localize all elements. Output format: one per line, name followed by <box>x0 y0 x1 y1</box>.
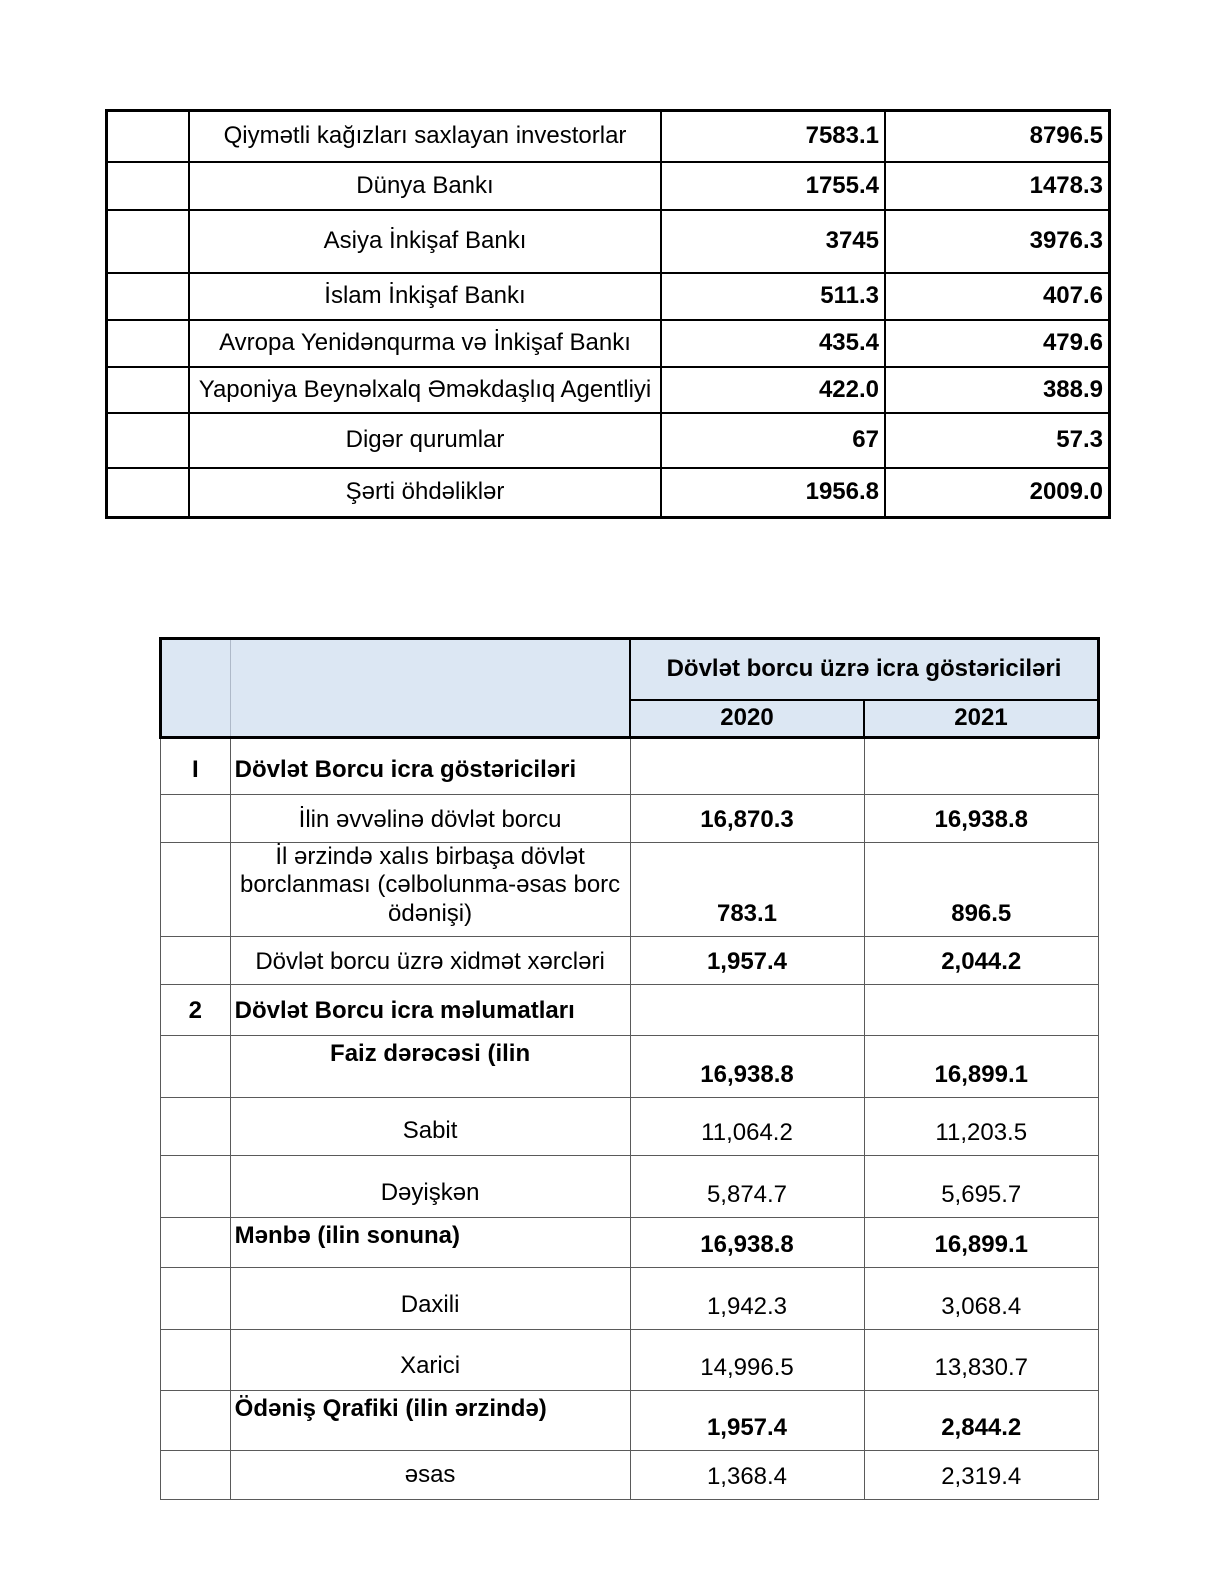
value-2020-cell: 1,957.4 <box>630 1390 864 1450</box>
indicator-name-cell: Faiz dərəcəsi (ilin <box>230 1035 630 1097</box>
value-2021-cell: 407.6 <box>885 273 1110 320</box>
value-2020-cell: 7583.1 <box>661 111 885 162</box>
indicator-name-cell: Mənbə (ilin sonuna) <box>230 1217 630 1267</box>
creditor-row <box>107 468 1110 518</box>
value-2020-cell: 11,064.2 <box>630 1097 864 1155</box>
value-2020-cell: 1956.8 <box>661 468 885 518</box>
row-number-cell <box>161 1450 231 1499</box>
creditor-name-cell: Qiymətli kağızları saxlayan investorlar <box>189 111 661 162</box>
indicator-row <box>161 1035 1099 1097</box>
header-title-row <box>161 639 1099 700</box>
value-2020-cell <box>630 738 864 795</box>
creditor-name-cell: Asiya İnkişaf Bankı <box>189 210 661 273</box>
row-number-cell <box>161 1097 231 1155</box>
row-number-cell: I <box>161 738 231 795</box>
creditor-row <box>107 111 1110 162</box>
value-2021-cell: 13,830.7 <box>864 1329 1099 1390</box>
header-empty-cell <box>161 639 631 738</box>
indicator-name-cell: Dövlət Borcu icra məlumatları <box>230 984 630 1035</box>
indicator-name-cell: Dövlət Borcu icra göstəriciləri <box>230 738 630 795</box>
row-number-cell <box>161 936 231 984</box>
creditor-name-cell: Avropa Yenidənqurma və İnkişaf Bankı <box>189 320 661 367</box>
debt-indicators-table <box>159 637 1100 1500</box>
value-2020-cell: 3745 <box>661 210 885 273</box>
indicator-name-cell: Daxili <box>230 1267 630 1329</box>
row-number-cell <box>161 1390 231 1450</box>
indicator-name-cell: Sabit <box>230 1097 630 1155</box>
value-2021-cell: 1478.3 <box>885 162 1110 210</box>
value-2020-cell: 783.1 <box>630 843 864 937</box>
creditor-row <box>107 210 1110 273</box>
row-index-cell <box>107 320 190 367</box>
debt-indicators-body <box>161 738 1099 1500</box>
value-2021-cell: 2,044.2 <box>864 936 1099 984</box>
value-2020-cell: 14,996.5 <box>630 1329 864 1390</box>
value-2021-cell: 388.9 <box>885 367 1110 413</box>
debt-indicators-header <box>161 639 1099 738</box>
value-2020-cell: 1755.4 <box>661 162 885 210</box>
value-2020-cell: 16,938.8 <box>630 1035 864 1097</box>
value-2020-cell: 511.3 <box>661 273 885 320</box>
value-2021-cell: 3976.3 <box>885 210 1110 273</box>
indicator-name-cell: Dövlət borcu üzrə xidmət xərcləri <box>230 936 630 984</box>
row-index-cell <box>107 413 190 468</box>
indicator-row <box>161 1267 1099 1329</box>
value-2021-cell: 2009.0 <box>885 468 1110 518</box>
row-index-cell <box>107 111 190 162</box>
value-2020-cell: 435.4 <box>661 320 885 367</box>
year-2021-header: 2021 <box>864 700 1099 738</box>
creditor-row <box>107 367 1110 413</box>
row-number-cell: 2 <box>161 984 231 1035</box>
indicator-name-cell: İl ərzində xalıs birbaşa dövlət borclanması (cəlbolunma-əsas borc ödənişi) <box>230 843 630 937</box>
row-number-cell <box>161 1035 231 1097</box>
indicator-name-cell: əsas <box>230 1450 630 1499</box>
row-number-cell <box>161 1267 231 1329</box>
indicator-row <box>161 843 1099 937</box>
value-2021-cell <box>864 738 1099 795</box>
value-2021-cell: 3,068.4 <box>864 1267 1099 1329</box>
value-2021-cell: 2,844.2 <box>864 1390 1099 1450</box>
row-index-cell <box>107 162 190 210</box>
indicator-name-cell: İlin əvvəlinə dövlət borcu <box>230 795 630 843</box>
value-2021-cell: 16,938.8 <box>864 795 1099 843</box>
value-2021-cell <box>864 984 1099 1035</box>
value-2021-cell: 16,899.1 <box>864 1035 1099 1097</box>
creditor-row <box>107 413 1110 468</box>
value-2021-cell: 479.6 <box>885 320 1110 367</box>
indicator-row <box>161 984 1099 1035</box>
creditor-name-cell: Şərti öhdəliklər <box>189 468 661 518</box>
creditors-table-body <box>107 111 1110 518</box>
value-2020-cell: 16,870.3 <box>630 795 864 843</box>
creditor-name-cell: Dünya Bankı <box>189 162 661 210</box>
value-2020-cell: 1,368.4 <box>630 1450 864 1499</box>
creditor-name-cell: Yaponiya Beynəlxalq Əməkdaşlıq Agentliyi <box>189 367 661 413</box>
year-2020-header: 2020 <box>630 700 864 738</box>
row-index-cell <box>107 367 190 413</box>
value-2021-cell: 57.3 <box>885 413 1110 468</box>
indicator-name-cell: Xarici <box>230 1329 630 1390</box>
indicator-row <box>161 1390 1099 1450</box>
creditors-table <box>105 109 1111 519</box>
indicator-row <box>161 1217 1099 1267</box>
creditor-row <box>107 162 1110 210</box>
value-2021-cell: 896.5 <box>864 843 1099 937</box>
value-2020-cell <box>630 984 864 1035</box>
value-2020-cell: 1,942.3 <box>630 1267 864 1329</box>
indicator-row <box>161 795 1099 843</box>
value-2020-cell: 5,874.7 <box>630 1155 864 1217</box>
row-number-cell <box>161 1155 231 1217</box>
value-2020-cell: 67 <box>661 413 885 468</box>
row-number-cell <box>161 795 231 843</box>
row-number-cell <box>161 843 231 937</box>
creditor-name-cell: Digər qurumlar <box>189 413 661 468</box>
value-2021-cell: 5,695.7 <box>864 1155 1099 1217</box>
value-2020-cell: 422.0 <box>661 367 885 413</box>
indicator-row <box>161 1155 1099 1217</box>
indicator-row <box>161 1097 1099 1155</box>
creditor-row <box>107 320 1110 367</box>
indicator-name-cell: Ödəniş Qrafiki (ilin ərzində) <box>230 1390 630 1450</box>
row-index-cell <box>107 210 190 273</box>
creditor-name-cell: İslam İnkişaf Bankı <box>189 273 661 320</box>
row-index-cell <box>107 468 190 518</box>
value-2020-cell: 16,938.8 <box>630 1217 864 1267</box>
value-2020-cell: 1,957.4 <box>630 936 864 984</box>
row-number-cell <box>161 1217 231 1267</box>
value-2021-cell: 16,899.1 <box>864 1217 1099 1267</box>
indicator-name-cell: Dəyişkən <box>230 1155 630 1217</box>
indicator-row <box>161 1329 1099 1390</box>
value-2021-cell: 8796.5 <box>885 111 1110 162</box>
row-number-cell <box>161 1329 231 1390</box>
row-index-cell <box>107 273 190 320</box>
value-2021-cell: 11,203.5 <box>864 1097 1099 1155</box>
creditor-row <box>107 273 1110 320</box>
value-2021-cell: 2,319.4 <box>864 1450 1099 1499</box>
indicator-row <box>161 1450 1099 1499</box>
indicator-row <box>161 936 1099 984</box>
indicator-row <box>161 738 1099 795</box>
table-title: Dövlət borcu üzrə icra göstəriciləri <box>630 639 1099 700</box>
